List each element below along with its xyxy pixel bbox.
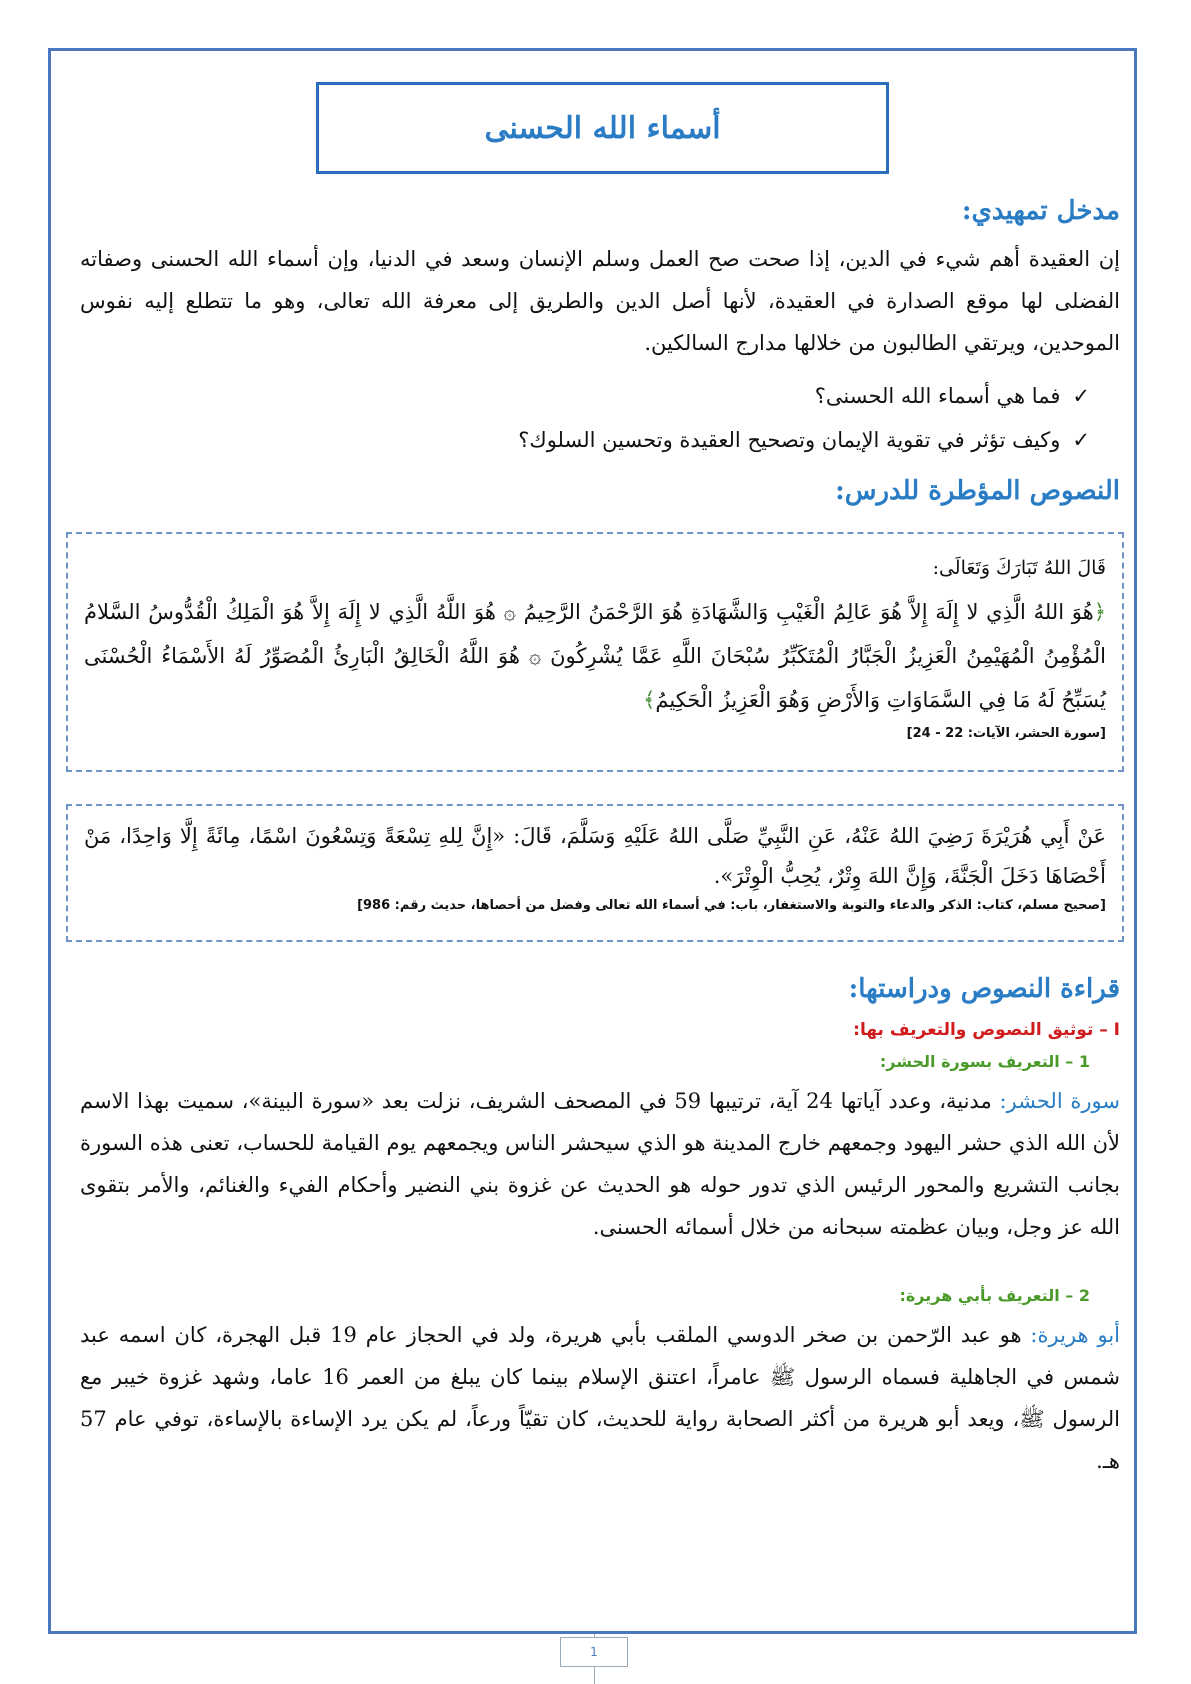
- quran-open-bracket: ﴿: [1093, 600, 1106, 624]
- check-icon: ✓: [1072, 428, 1090, 452]
- hadith-box: [66, 804, 1124, 942]
- abu-hurairah-paragraph: أبو هريرة: هو عبد الرّحمن بن صخر الدوسي الملقب بأبي هريرة، ولد في الحجاز عام 19 قبل الهجرة، كان اسمه عبد شمس في الجاهلية فسماه الرسول ﷺ عامراً، اعتنق الإسلام بينما كان يبلغ من العمر 16 عاما، وشهد غزوة خيبر مع الرسول ﷺ، ويعد أبو هريرة من أكثر الصحابة رواية للحديث، كان تقيّاً ورعاً، لم يكن يرد الإساءة بالإساءة، توفي عام 57 هـ.: [80, 1323, 1121, 1473]
- abu-hurairah-term: أبو هريرة:: [1030, 1323, 1121, 1347]
- texts-heading: النصوص المؤطرة للدرس:: [835, 476, 1120, 506]
- surah-term: سورة الحشر:: [999, 1089, 1120, 1113]
- subsection-heading: 1 – التعريف بسورة الحشر:: [879, 1052, 1090, 1071]
- question-item: ✓وكيف تؤثر في تقوية الإيمان وتصحيح العقيدة وتحسين السلوك؟: [518, 428, 1090, 452]
- quran-intro: قَالَ اللهُ تَبَارَكَ وَتَعَالَى:: [932, 557, 1106, 579]
- intro-heading: مدخل تمهيدي:: [961, 196, 1120, 226]
- page-number: 1: [560, 1637, 628, 1667]
- section-heading: I – توثيق النصوص والتعريف بها:: [853, 1020, 1120, 1040]
- hadith-text: عَنْ أَبِي هُرَيْرَةَ رَضِيَ اللهُ عَنْهُ، عَنِ النَّبِيِّ صَلَّى اللهُ عَلَيْهِ وَسَلَّمَ، قَالَ: «إِنَّ لِلهِ تِسْعَةً وَتِسْعُونَ اسْمًا، مِائَةً إِلَّا وَاحِدًا، مَنْ أَحْصَاهَا دَخَلَ الْجَنَّةَ، وَإِنَّ اللهَ وِتْرٌ، يُحِبُّ الْوِتْرَ».: [84, 824, 1106, 888]
- quran-box: [66, 532, 1124, 772]
- check-icon: ✓: [1072, 384, 1090, 408]
- intro-paragraph: إن العقيدة أهم شيء في الدين، إذا صحت صح العمل وسلم الإنسان وسعد في الدنيا، وإن أسماء الله الحسنى وصفاته الفضلى لها موقع الصدارة في العقيدة، لأنها أصل الدين والطريق إلى معرفة الله تعالى، وهو ما تتطلع إليه نفوس الموحدين، ويرتقي الطالبون من خلالها مدارج السالكين.: [80, 247, 1120, 355]
- quran-text: ﴿هُوَ اللهُ الَّذِي لا إِلَهَ إِلاَّ هُوَ عَالِمُ الْغَيْبِ وَالشَّهَادَةِ هُوَ الرَّحْمَنُ الرَّحِيمُ ۞ هُوَ اللَّهُ الَّذِي لا إِلَهَ إِلاَّ هُوَ الْمَلِكُ الْقُدُّوسُ السَّلامُ الْمُؤْمِنُ الْمُهَيْمِنُ الْعَزِيزُ الْجَبَّارُ الْمُتَكَبِّرُ سُبْحَانَ اللَّهِ عَمَّا يُشْرِكُونَ ۞ هُوَ اللَّهُ الْخَالِقُ الْبَارِئُ الْمُصَوِّرُ لَهُ الأَسْمَاءُ الْحُسْنَى يُسَبِّحُ لَهُ مَا فِي السَّمَاوَاتِ وَالأَرْضِ وَهُوَ الْعَزِيزُ الْحَكِيمُ﴾: [84, 600, 1106, 712]
- surah-paragraph: سورة الحشر: مدنية، وعدد آياتها 24 آية، ترتيبها 59 في المصحف الشريف، نزلت بعد «سورة البينة»، سميت بهذا الاسم لأن الله الذي حشر اليهود وجمعهم خارج المدينة هو الذي سيحشر الناس ويجمعهم يوم القيامة للحساب، تعنى هذه السورة بجانب التشريع والمحور الرئيس الذي تدور حوله هو الحديث عن غزوة بني النضير وأحكام الفيء والغنائم، والأمر بتقوى الله عز وجل، وبيان عظمته سبحانه من خلال أسمائه الحسنى.: [80, 1089, 1120, 1239]
- quran-reference: [سورة الحشر، الآيات: 22 - 24]: [906, 726, 1106, 741]
- hadith-reference: [صحيح مسلم، كتاب: الذكر والدعاء والتوبة والاستغفار، باب: في أسماء الله تعالى وفضل من أحصاها، حديث رقم: 986]: [357, 898, 1106, 913]
- quran-close-bracket: ﴾: [643, 688, 656, 712]
- page-title: أسماء الله الحسنى: [484, 110, 721, 146]
- reading-heading: قراءة النصوص ودراستها:: [848, 974, 1120, 1004]
- question-item: ✓فما هي أسماء الله الحسنى؟: [814, 384, 1090, 408]
- title-box: [316, 82, 889, 174]
- subsection-heading: 2 – التعريف بأبي هريرة:: [899, 1286, 1090, 1305]
